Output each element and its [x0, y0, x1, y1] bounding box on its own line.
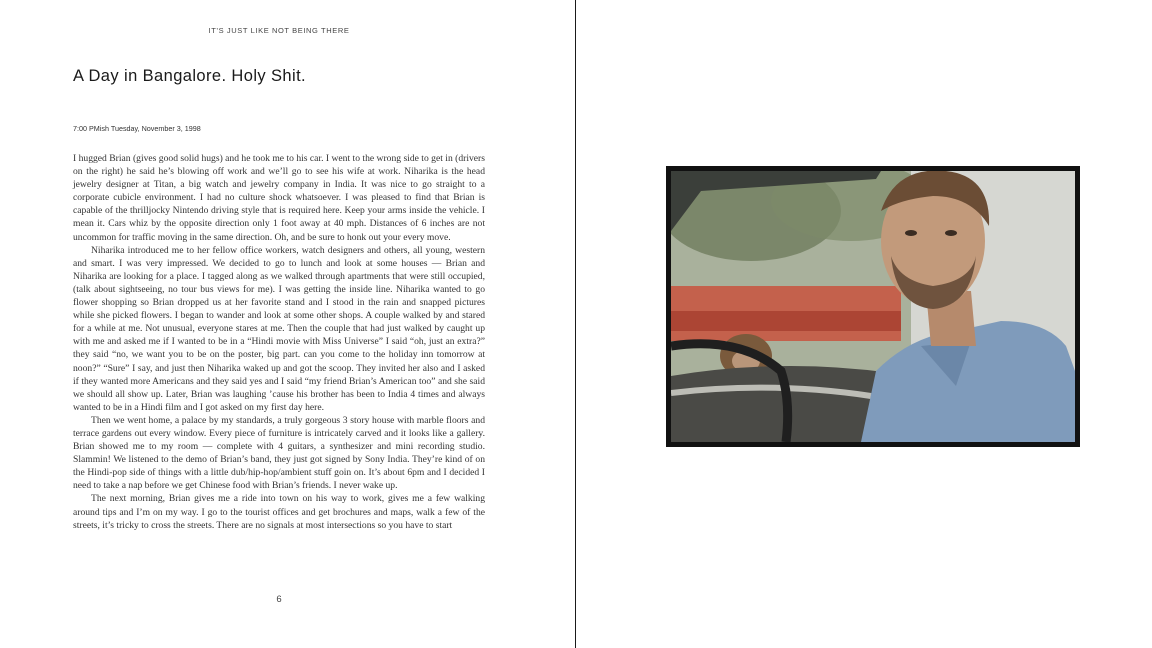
photo-man-eye-left — [905, 230, 917, 236]
photo-image — [671, 171, 1075, 442]
paragraph-1: I hugged Brian (gives good solid hugs) and he took me to his car. I went to the wrong side to get in (drivers on the right) he said he’s blowing off work and we’ll go to see his wife at work. Niharika is the head jewelry designer at Titan, a big watch and jewelry company in India. It was nice to go straight to a corporate cubicle environment. I had no culture shock whatsoever. I was pleased to find that Brian is capable of the thrilljocky Nintendo driving style that is required here. Keep your arms inside the vehicle. I mean it. Cars whiz by the opposite direction only 1 foot away at 40 mph. Distances of 6 inches are not uncommon for traffic moving in the same direction. Oh, and be sure to honk out your every move. — [73, 153, 485, 243]
left-page — [0, 0, 575, 648]
dateline: 7:00 PMish Tuesday, November 3, 1998 — [73, 124, 201, 133]
paragraph-3: Then we went home, a palace by my standards, a truly gorgeous 3 story house with marble floors and terrace gardens out every window. Every piece of furniture is intricately carved and it looks like a gallery. Brian showed me to my room — complete with 4 guitars, a synthesizer and mini recording studio. Slammin! We listened to the demo of Brian’s band, they just got signed by Sony India. They’re kind of on the Hindi-pop side of things with a little dub/hip-hop/ambient stuff goin on. It’s about 6pm and I decided I need to take a nap before we get Chinese food with Brian’s friends. I never wake up. — [73, 414, 485, 492]
photo-man-eye-right — [945, 230, 957, 236]
photo-red-vehicle-band — [671, 311, 901, 331]
chapter-title: A Day in Bangalore. Holy Shit. — [73, 67, 307, 85]
body-text — [73, 152, 485, 532]
photo-man-in-car — [666, 166, 1080, 447]
paragraph-4: The next morning, Brian gives me a ride into town on his way to work, gives me a few walking around tips and I’m on my way. I go to the tourist offices and get brochures and maps, walk a few of the streets, it’s tricky to cross the streets. There are no signals at most intersections so you have to start — [73, 493, 485, 531]
running-head: IT’S JUST LIKE NOT BEING THERE — [208, 26, 350, 35]
page-number: 6 — [276, 594, 282, 605]
paragraph-2: Niharika introduced me to her fellow office workers, watch designers and others, all young, western and smart. I was very impressed. We decided to go to lunch and look at some houses — Brian and Niharika are looking for a place. I tagged along as we walked through apartments that were still occupied, (talk about sightseeing, no tour bus views for me). I was getting the inside line. Niharika wanted to go flower shopping so Brian dropped us at her favorite stand and I stood in the rain and snapped pictures while she picked flowers. I began to wander and look at some other shops. A couple walked by and stared for a while at me. Not unusual, everyone stares at me. Then the couple that had just walked by caught up with me and asked me if I wanted to be in a “Hindi movie with Miss Universe” I said “oh, just an extra?” they said “no, we want you to be on the poster, big part. can you come to the holiday inn tomorrow at noon?” “Sure” I say, and just then Niharika waked up and got the scoop. They invited her also and I asked if they wanted more Americans and they said yes and I said “my friend Brian’s American too” and she said we should all show up. Later, Brian was laughing ’cause his brother has been to India 4 times and always wanted to be in a Hindi film and I got asked on my first day here. — [73, 244, 485, 413]
